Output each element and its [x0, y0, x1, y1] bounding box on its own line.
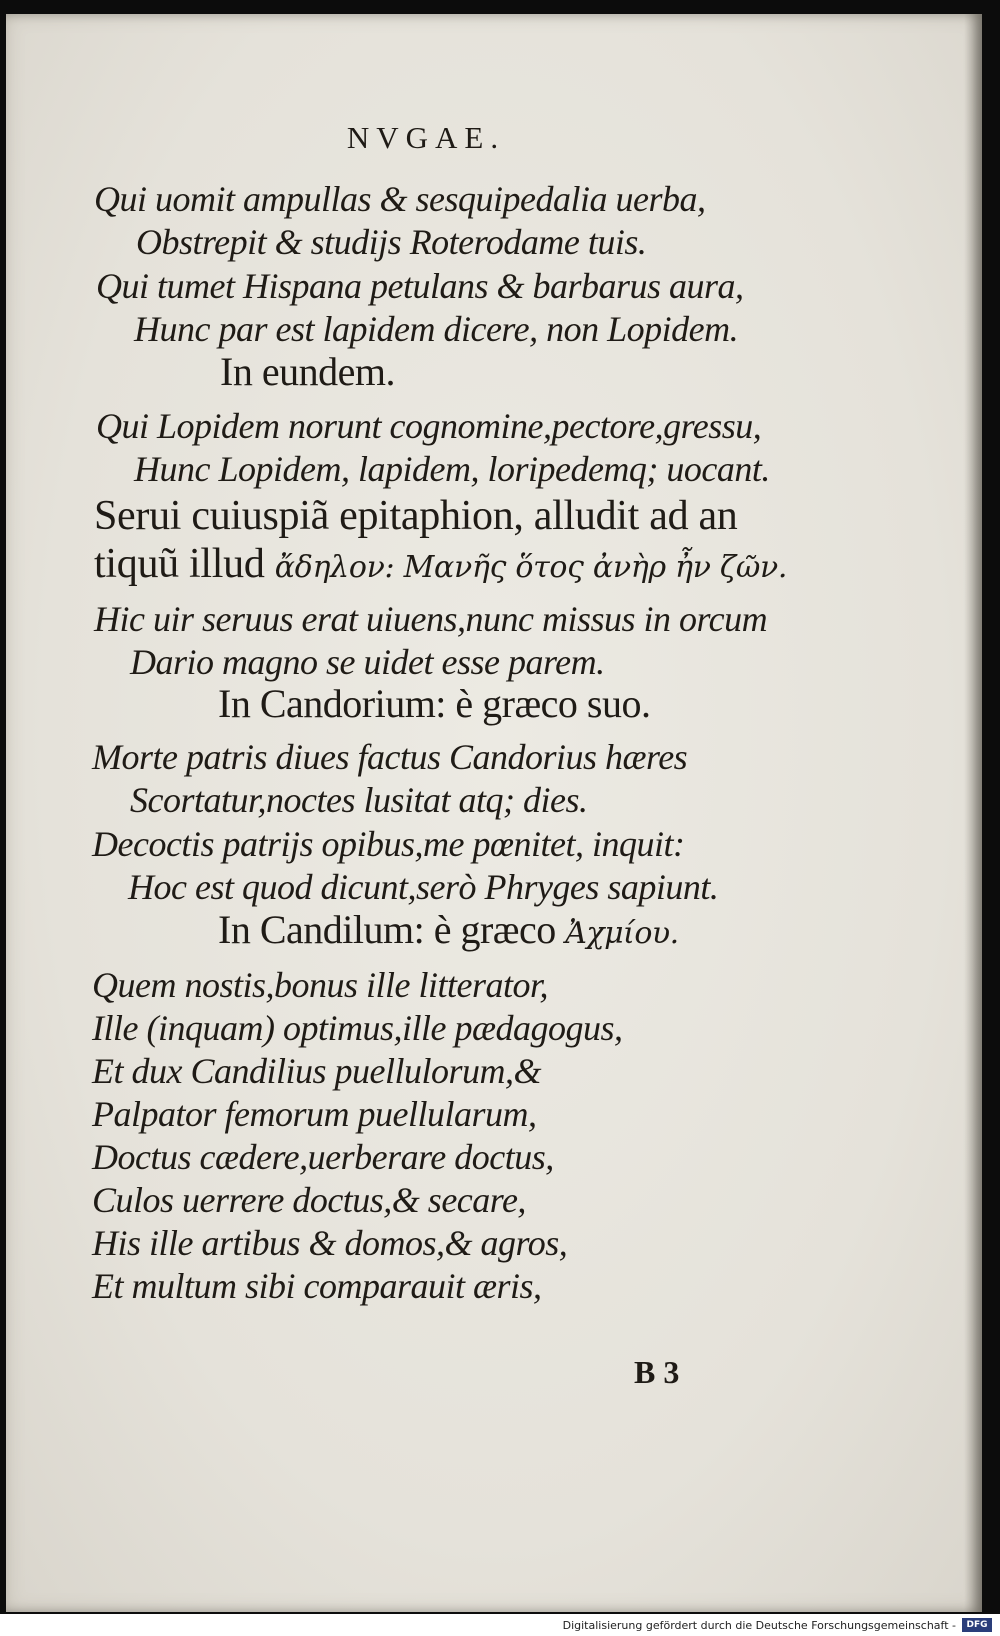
verse-line: Hunc Lopidem, lapidem, loripedemq; uocant. [134, 449, 770, 489]
verse-line: Dario magno se uidet esse parem. [130, 642, 605, 682]
verse-line: Palpator femorum puellularum, [92, 1094, 537, 1134]
verse-line: Quem nostis,bonus ille litterator, [92, 965, 549, 1005]
verse-line: Hic uir seruus erat uiuens,nunc missus in orcum [94, 599, 768, 639]
verse-line: Ille (inquam) optimus,ille pædagogus, [92, 1008, 623, 1048]
verse-line: Et multum sibi comparauit æris, [92, 1266, 542, 1306]
verse-line: Qui tumet Hispana petulans & barbarus aura, [96, 266, 744, 306]
section-heading [218, 906, 679, 953]
verse-line: Et dux Candilius puellulorum,& [92, 1051, 541, 1091]
dfg-logo: DFG [962, 1618, 992, 1632]
signature-mark: B 3 [634, 1354, 680, 1390]
verse-line: Morte patris diues factus Candorius hæres [92, 737, 688, 777]
page-text [6, 14, 982, 1612]
footer-credit: Digitalisierung gefördert durch die Deutsche Forschungsgemeinschaft - [562, 1619, 956, 1632]
verse-line: Decoctis patrijs opibus,me pœnitet, inquit: [92, 824, 685, 864]
verse-line: Doctus cædere,uerberare doctus, [92, 1137, 554, 1177]
running-head: NVGAE. [346, 120, 506, 155]
epitaph-heading-greek: ἄδηλον: Μανῆς ὅτος ἀνὴρ ἦν ζῶν. [274, 550, 788, 585]
epitaph-heading-line-1: Serui cuiuspiã epitaphion, alludit ad an [94, 493, 738, 539]
epitaph-heading-latin: tiquũ illud [94, 541, 265, 587]
verse-line: Scortatur,noctes lusitat atq; dies. [130, 780, 588, 820]
section-heading-greek: Ἀχμίου. [565, 916, 679, 951]
verse-line: His ille artibus & domos,& agros, [92, 1223, 568, 1263]
verse-line: Hoc est quod dicunt,serò Phryges sapiunt. [128, 867, 719, 907]
section-heading: In eundem. [220, 349, 395, 394]
digitization-footer [0, 1614, 1000, 1636]
verse-line: Qui uomit ampullas & sesquipedalia uerba, [94, 179, 706, 219]
section-heading-latin: In Candilum: è græco [218, 907, 556, 952]
epitaph-heading-line-2 [94, 540, 787, 588]
book-page [6, 14, 982, 1612]
verse-line: Qui Lopidem norunt cognomine,pectore,gressu, [96, 406, 762, 446]
verse-line: Obstrepit & studijs Roterodame tuis. [136, 222, 647, 262]
verse-line: Culos uerrere doctus,& secare, [92, 1180, 526, 1220]
section-heading: In Candorium: è græco suo. [218, 681, 651, 726]
verse-line: Hunc par est lapidem dicere, non Lopidem. [134, 309, 739, 349]
